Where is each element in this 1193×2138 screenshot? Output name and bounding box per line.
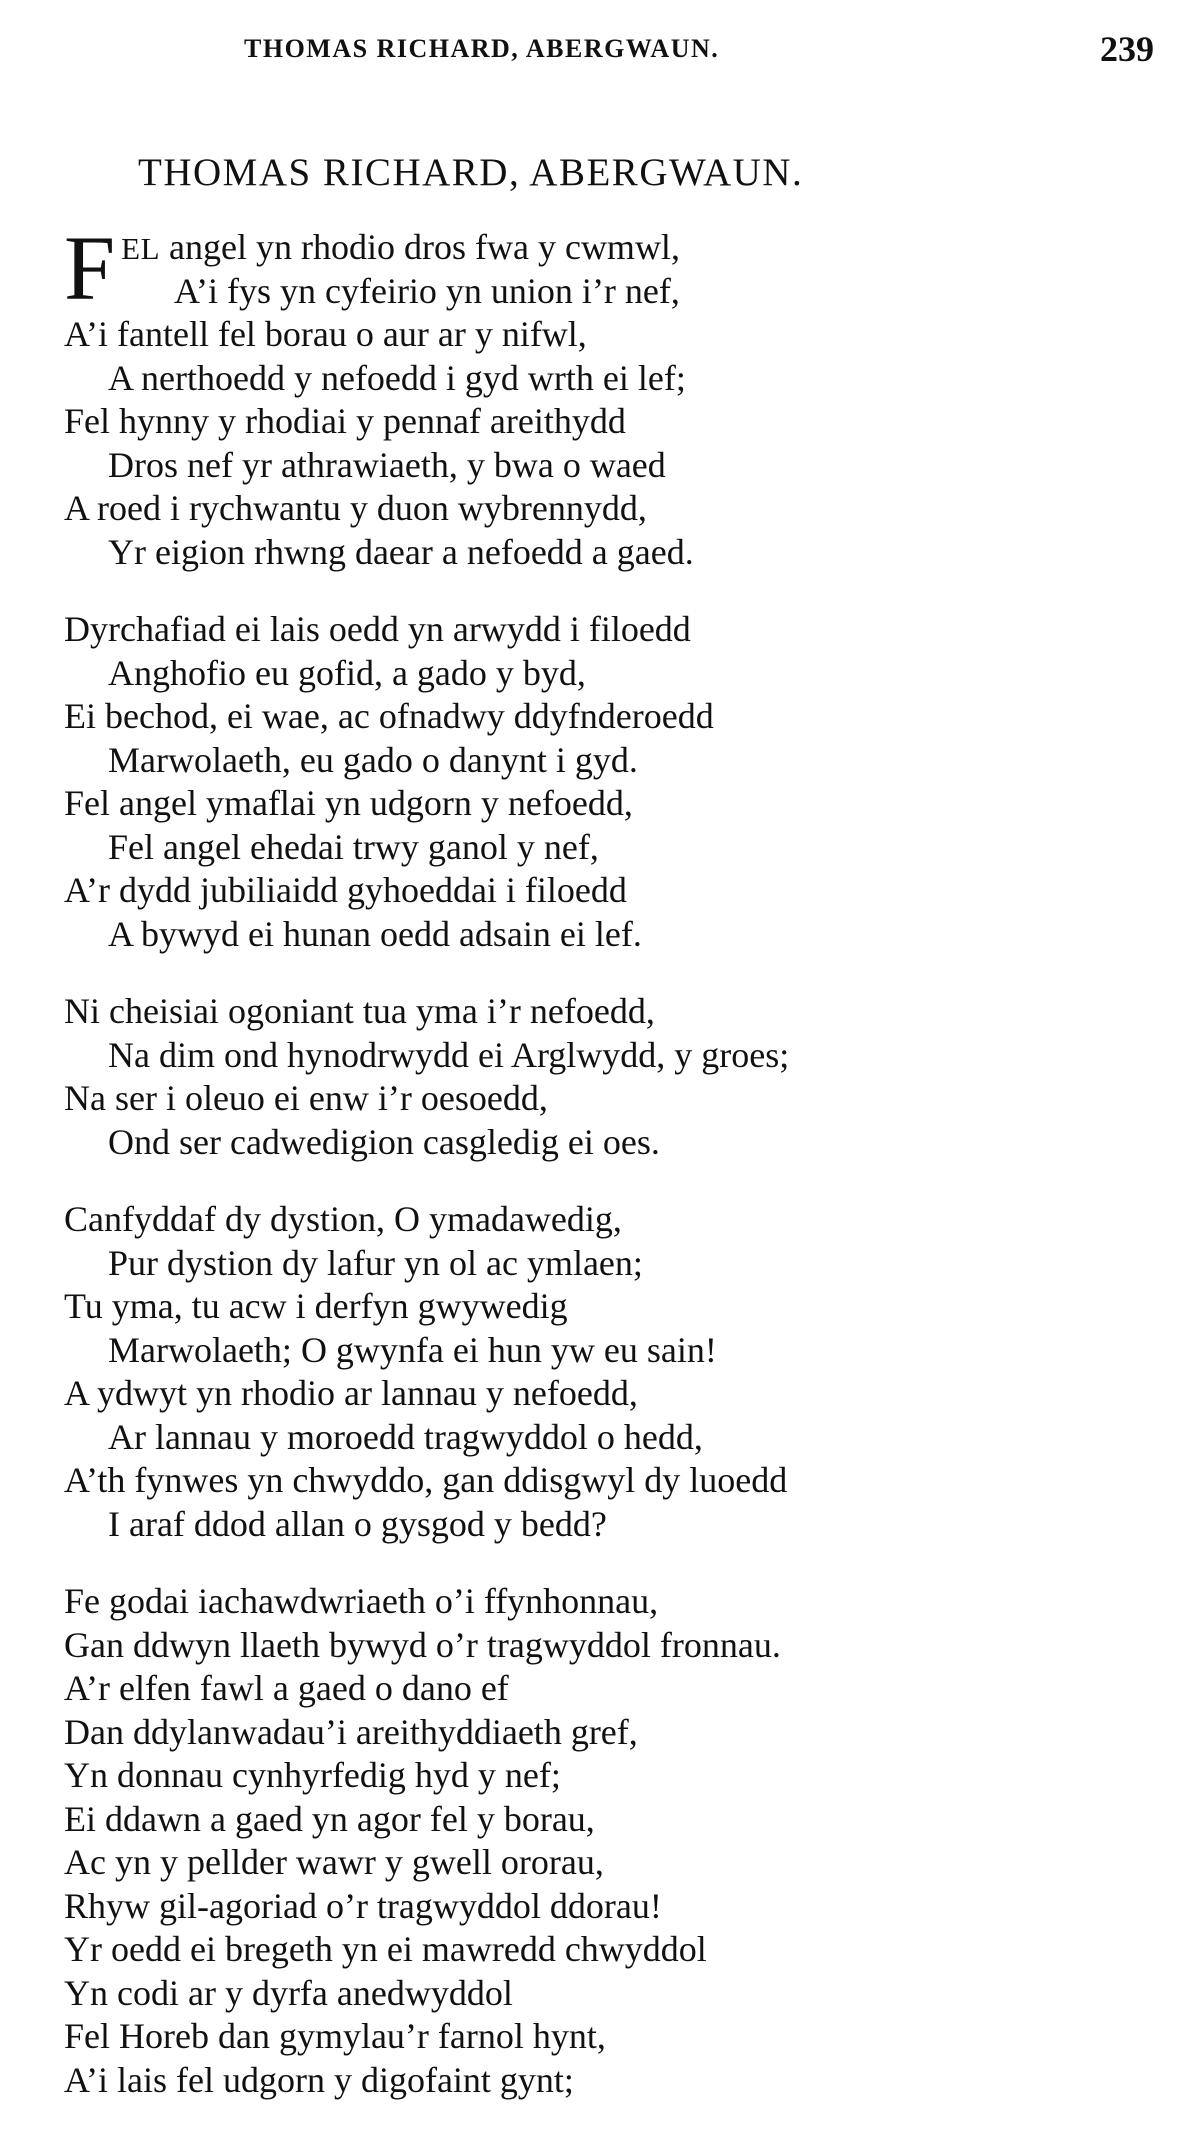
poem-line: Ar lannau y moroedd tragwyddol o hedd, — [108, 1416, 703, 1457]
first-line-text: angel yn rhodio dros fwa y cwmwl, — [160, 227, 680, 267]
stanza-4 — [64, 1198, 1144, 1546]
stanza-1 — [64, 217, 1144, 574]
poem-line: Yn codi ar y dyrfa anedwyddol — [64, 1972, 513, 2013]
poem-title: THOMAS RICHARD, ABERGWAUN. — [138, 151, 804, 194]
poem-line: A roed i rychwantu y duon wybrennydd, — [64, 488, 647, 528]
poem-line: A’i fys yn cyfeirio yn union i’r nef, — [174, 270, 680, 311]
poem-line: Rhyw gil-agoriad o’r tragwyddol ddorau! — [64, 1885, 662, 1926]
stanza-3 — [64, 990, 1144, 1164]
poem-line: A’r elfen fawl a gaed o dano ef — [64, 1668, 509, 1708]
poem-line: Yr eigion rhwng daear a nefoedd a gaed. — [108, 531, 694, 572]
page-number: 239 — [1100, 29, 1154, 69]
poem-line: Dyrchafiad ei lais oedd yn arwydd i filoedd — [64, 609, 691, 649]
poem-body — [64, 217, 1144, 2136]
poem-line: A’r dydd jubiliaidd gyhoeddai i filoedd — [64, 870, 627, 910]
poem-line: A’i fantell fel borau o aur ar y nifwl, — [64, 314, 587, 354]
poem-line: Fe godai iachawdwriaeth o’i ffynhonnau, — [64, 1581, 659, 1621]
poem-line: Ond ser cadwedigion casgledig ei oes. — [108, 1121, 660, 1162]
drop-cap: F — [64, 217, 116, 319]
poem-line: Anghofio eu gofid, a gado y byd, — [108, 652, 586, 693]
poem-line: Ni cheisiai ogoniant tua yma i’r nefoedd, — [64, 991, 655, 1031]
first-word-caps: EL — [121, 231, 161, 266]
poem-line: A ydwyt yn rhodio ar lannau y nefoedd, — [64, 1373, 638, 1413]
poem-line: Yr oedd ei bregeth yn ei mawredd chwyddol — [64, 1929, 707, 1969]
stanza-5 — [64, 1580, 1144, 2102]
poem-line: Dros nef yr athrawiaeth, y bwa o waed — [108, 444, 666, 485]
running-head — [0, 30, 1193, 70]
poem-line: I araf ddod allan o gysgod y bedd? — [108, 1503, 607, 1544]
poem-line: A bywyd ei hunan oedd adsain ei lef. — [108, 913, 642, 954]
poem-line: Canfyddaf dy dystion, O ymadawedig, — [64, 1199, 622, 1239]
poem-line: Gan ddwyn llaeth bywyd o’r tragwyddol fronnau. — [64, 1624, 781, 1665]
poem-line: Fel hynny y rhodiai y pennaf areithydd — [64, 401, 626, 441]
poem-line: Na dim ond hynodrwydd ei Arglwydd, y groes; — [108, 1034, 790, 1075]
poem-line: A’i lais fel udgorn y digofaint gynt; — [64, 2059, 574, 2100]
poem-line: Yn donnau cynhyrfedig hyd y nef; — [64, 1755, 561, 1795]
poem-line: Marwolaeth, eu gado o danynt i gyd. — [108, 739, 638, 780]
stanza-2 — [64, 608, 1144, 956]
poem-line: Marwolaeth; O gwynfa ei hun yw eu sain! — [108, 1329, 717, 1370]
poem-line: Ei ddawn a gaed yn agor fel y borau, — [64, 1798, 595, 1839]
poem-line: Fel angel ehedai trwy ganol y nef, — [108, 826, 599, 867]
poem-line: Tu yma, tu acw i derfyn gwywedig — [64, 1286, 568, 1326]
poem-line: Fel Horeb dan gymylau’r farnol hynt, — [64, 2016, 606, 2056]
poem-line: Ei bechod, ei wae, ac ofnadwy ddyfnderoedd — [64, 696, 714, 736]
poem-line: Ac yn y pellder wawr y gwell ororau, — [64, 1842, 604, 1882]
poem-line: A nerthoedd y nefoedd i gyd wrth ei lef; — [108, 357, 686, 398]
poem-line: Na ser i oleuo ei enw i’r oesoedd, — [64, 1078, 548, 1118]
poem-line: Fel angel ymaflai yn udgorn y nefoedd, — [64, 783, 633, 823]
running-head-title: THOMAS RICHARD, ABERGWAUN. — [244, 34, 720, 63]
poem-line: Pur dystion dy lafur yn ol ac ymlaen; — [108, 1242, 643, 1283]
poem-line: Dan ddylanwadau’i areithyddiaeth gref, — [64, 1711, 638, 1752]
poem-line: A’th fynwes yn chwyddo, gan ddisgwyl dy luoedd — [64, 1460, 788, 1500]
